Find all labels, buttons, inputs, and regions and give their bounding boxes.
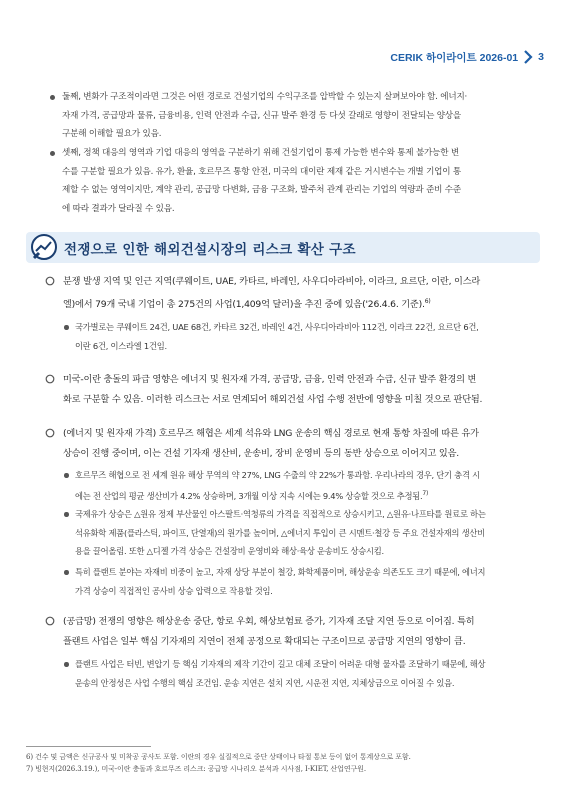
intro-bullet-2: 셋째, 정책 대응의 영역과 기업 대응의 영역을 구분하기 위해 건설기업이 통제 가능한 변수와 통제 불가능한 변 수를 구분할 필요가 있음. 유가, 환율, 호르무즈 통항 안전, 미국의 대이란 제재 같은 거시변수는 개별 기업이 통 제할 수 없는 영역이지만, 계약 관리, 공급망 다변화, 금융 구조화, 발주처 관계 관리는 기업의 역량과 준비 수준 에 따라 결과가 달라질 수 있음. xyxy=(62,144,532,218)
paragraph-4: (공급망) 전쟁의 영향은 해상운송 중단, 항로 우회, 해상보험료 증가, 기자재 조달 지연 등으로 이어짐. 특히 플랜트 사업은 일부 핵심 기자재의 지연이 전체 공정으로 확대되는 구조이므로 공급망 지연의 영향이 큼. xyxy=(63,612,533,652)
section-header xyxy=(26,232,540,263)
circle-bullet-icon xyxy=(45,616,55,626)
search-chart-icon xyxy=(28,232,60,264)
section-title: 전쟁으로 인한 해외건설시장의 리스크 확산 구조 xyxy=(64,242,356,258)
bullet-dot-icon xyxy=(64,662,69,667)
circle-bullet-icon xyxy=(45,276,55,286)
footnote-divider xyxy=(26,746,151,747)
bullet-dot-icon xyxy=(64,473,69,478)
bullet-dot-icon xyxy=(64,570,69,575)
bullet-dot-icon xyxy=(50,151,55,156)
page-number: 3 xyxy=(538,51,544,63)
circle-bullet-icon xyxy=(45,374,55,384)
footnote-7: 7) 빙현지(2026.3.19.), 미국-이란 충돌과 호르무즈 리스크: 공급망 시나리오 분석과 시사점, I-KIET, 산업연구원. xyxy=(26,765,366,773)
bullet-dot-icon xyxy=(50,95,55,100)
paragraph-2: 미국-이란 충돌의 파급 영향은 에너지 및 원자재 가격, 공급망, 금융, 인력 안전과 수급, 신규 발주 환경의 변 화로 구분할 수 있음. 이러한 리스크는 서로 연계되어 해외건설 사업 수행 전반에 영향을 미칠 것으로 판단됨. xyxy=(63,370,533,410)
header-title: CERIK 하이라이트 2026-01 xyxy=(390,51,519,64)
paragraph-3: (에너지 및 원자재 가격) 호르무즈 해협은 세계 석유와 LNG 운송의 핵심 경로로 현재 통항 차질에 따른 유가 상승이 진행 중이며, 이는 건설 기자재 생산비, 운송비, 장비 운영비 등의 동반 상승으로 이어지고 있음. xyxy=(63,424,533,464)
circle-bullet-icon xyxy=(45,428,55,438)
paragraph-3-bullet-3: 특히 플랜트 분야는 자재비 비중이 높고, 자재 상당 부분이 철강, 화학제품이며, 해상운송 의존도도 크기 때문에, 에너지 가격 상승이 직접적인 공사비 상승 압력으로 작용할 것임. xyxy=(75,563,533,600)
paragraph-3-bullet-2: 국제유가 상승은 △원유 정제 부산물인 아스팔트·역청류의 가격을 직접적으로 상승시키고, △원유·나프타를 원료로 하는 석유화학 제품(플라스틱, 파이프, 단열재)의 원가를 높이며, △에너지 투입이 큰 시멘트·철강 등 주요 건설자재의 생산비 용을 끌어올림. 또한 △디젤 가격 상승은 건설장비 운영비와 해상·육상 운송비도 상승시킴. xyxy=(75,505,533,561)
paragraph-1: 분쟁 발생 지역 및 인근 지역(쿠웨이트, UAE, 카타르, 바레인, 사우디아라비아, 이라크, 요르단, 이란, 이스라 엘)에서 79개 국내 기업이 총 275건의 사업(1,409억 달러)을 추진 중에 있음('26.4.6. 기준).$^{6)}$ xyxy=(63,272,533,315)
paragraph-3-bullet-1: 호르무즈 해협으로 전 세계 원유 해상 무역의 약 27%, LNG 수출의 약 22%가 통과함. 우리나라의 경우, 단기 충격 시 에는 전 산업의 평균 생산비가 4.2% 상승하며, 3개월 이상 지속 시에는 9.4% 상승할 것으로 추정됨.$^{7)}$ xyxy=(75,466,533,505)
bullet-dot-icon xyxy=(64,512,69,517)
footnote-6: 6) 건수 및 금액은 신규공사 및 미착공 공사도 포함. 이란의 경우 실질적으로 중단 상태이나 타절 통보 등이 없어 통계상으로 포함. xyxy=(26,753,411,761)
bullet-dot-icon xyxy=(64,325,69,330)
paragraph-1-bullet-1: 국가별로는 쿠웨이트 24건, UAE 68건, 카타르 32건, 바레인 4건, 사우디아라비아 112건, 이라크 22건, 요르단 6건, 이란 6건, 이스라엘 1건임. xyxy=(75,318,533,355)
chevron-right-icon xyxy=(523,50,533,64)
intro-bullet-1: 둘째, 변화가 구조적이라면 그것은 어떤 경로로 건설기업의 수익구조를 압박할 수 있는지 살펴보아야 함. 에너지· 자재 가격, 공급망과 물류, 금융비용, 인력 안전과 수급, 신규 발주 환경 등 다섯 갈래로 영향이 전달되는 양상을 구분해 이해할 필요가 있음. xyxy=(62,88,532,144)
paragraph-4-bullet-1: 플랜트 사업은 터빈, 변압기 등 핵심 기자재의 제작 기간이 길고 대체 조달이 어려운 대형 물자를 조달하기 때문에, 해상 운송의 안정성은 사업 수행의 핵심 조건임. 운송 지연은 설치 지연, 시운전 지연, 지체상금으로 이어질 수 있음. xyxy=(75,655,533,692)
page-header xyxy=(390,49,544,65)
